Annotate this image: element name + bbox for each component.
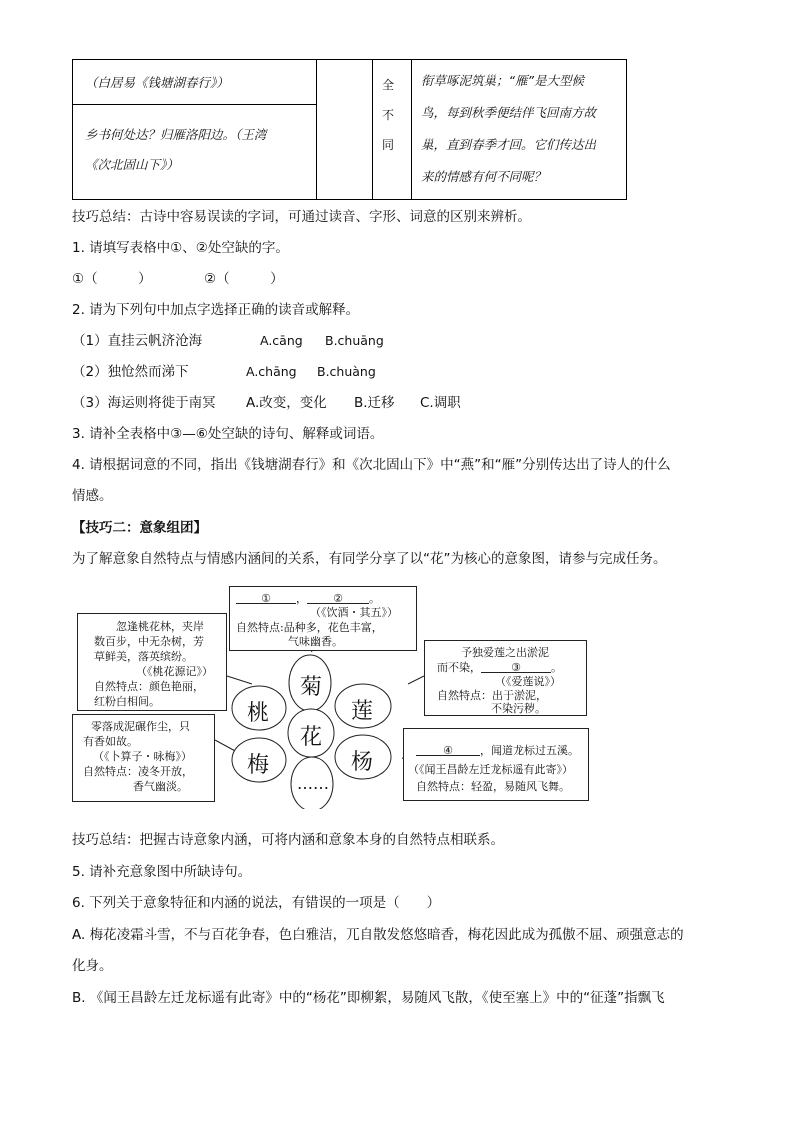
petal-label-dots: …… [297, 774, 329, 793]
option-a[interactable]: A.chāng [246, 364, 297, 379]
box-mei-line: 自然特点：凌冬开放， [83, 765, 193, 778]
blank-2[interactable]: ② [307, 591, 369, 604]
tip-summary-1: 技巧总结：古诗中容易误读的字词，可通过读音、字形、词意的区别来辨析。 [72, 209, 531, 225]
intro-text: 为了解意象自然特点与情感内涵间的关系，有同学分享了以“花”为核心的意象图，请参与完成任务。 [72, 551, 667, 567]
option-b[interactable]: B.chuāng [325, 333, 384, 348]
blank-3[interactable]: ③ [481, 660, 551, 673]
option-c[interactable]: C.调职 [420, 395, 461, 411]
poem2-line1: 乡书何处达？归雁洛阳边。（王湾 [85, 127, 267, 142]
option-b[interactable]: B.chuàng [317, 364, 376, 379]
poem1-source: （白居易《钱塘湖春行》） [85, 75, 229, 90]
vertical-char: 同 [381, 138, 394, 152]
connector [408, 676, 424, 684]
section-title: 【技巧二：意象组团】 [72, 520, 207, 536]
box-lian-line2: 而不染， ③ 。 [437, 661, 562, 674]
option-a[interactable]: A.改变，变化 [246, 395, 327, 411]
box-tao-line: 红粉白相间。 [94, 695, 160, 708]
box-tao-line: 忽逢桃花林，夹岸 [116, 620, 204, 633]
question-2: 2. 请为下列句中加点字选择正确的读音或解释。 [72, 302, 360, 318]
note-line: 来的情感有何不同呢？ [421, 169, 547, 184]
question-4-line2: 情感。 [72, 488, 113, 504]
blank-4[interactable]: ④ [416, 743, 480, 756]
box-ju-feature2: 气味幽香。 [288, 635, 343, 648]
connector [215, 740, 237, 752]
box-lian-line2-prefix: 而不染， [437, 661, 481, 674]
box-yang-line1-suffix: ，闻道龙标过五溪。 [480, 744, 579, 757]
vertical-char: 全 [381, 78, 394, 92]
box-mei-source: （《卜算子・咏梅》） [93, 750, 192, 763]
question-6: 6. 下列关于意象特征和内涵的说法，有错误的一项是（ ） [72, 895, 441, 911]
question-4-line1: 4. 请根据词意的不同，指出《钱塘湖春行》和《次北固山下》中“燕”和“雁”分别传达出了诗人的什么 [72, 457, 671, 473]
table-divider [411, 60, 412, 199]
q2-item-label: （1）直挂云帆济沧海 [72, 333, 203, 349]
box-ju [229, 586, 417, 651]
tip-summary-2: 技巧总结：把握古诗意象内涵，可将内涵和意象本身的自然特点相联系。 [72, 832, 504, 848]
table-row-divider [73, 104, 316, 105]
box-mei [72, 714, 215, 802]
q2-item-label: （3）海运则将徙于南冥 [72, 395, 216, 411]
box-tao-line: 数百步，中无杂树，芳 [94, 635, 204, 648]
table-divider [372, 60, 373, 199]
petal-label-tao: 桃 [247, 701, 270, 726]
box-mei-line: 零落成泥碾作尘，只 [91, 720, 190, 733]
box-lian [424, 640, 587, 716]
petal-label-mei: 梅 [247, 753, 270, 778]
box-tao-line: 草鲜美，落英缤纷。 [94, 650, 193, 663]
blank-1[interactable]: ① [236, 591, 296, 604]
box-yang-source: （《闻王昌龄左迁龙标遥有此寄》） [408, 763, 573, 776]
box-lian-line1: 予独爱莲之出淤泥 [461, 646, 549, 659]
note-line: 鸟，每到秋季便结伴飞回南方故 [421, 105, 597, 120]
poem2-line2: 《次北固山下》） [85, 157, 179, 172]
box-tao-source: （《桃花源记》） [136, 665, 213, 678]
q6-option-a-line2: 化身。 [72, 958, 113, 974]
note-line: 衔草啄泥筑巢；“雁”是大型候 [421, 73, 584, 88]
q6-option-b-line1[interactable]: B. 《闻王昌龄左迁龙标遥有此寄》中的“杨花”即柳絮，易随风飞散，《使至塞上》中的“征蓬”指飘飞 [72, 990, 665, 1006]
question-3: 3. 请补全表格中③—⑥处空缺的诗句、解释或词语。 [72, 426, 384, 442]
flower-center-label: 花 [300, 725, 323, 750]
connector [227, 676, 252, 684]
option-b[interactable]: B.迁移 [354, 395, 395, 411]
box-yang-feature: 自然特点：轻盈，易随风飞舞。 [416, 780, 570, 793]
option-a[interactable]: A.cāng [260, 333, 303, 348]
note-line: 巢，直到春季才回。它们传达出 [421, 137, 597, 152]
box-lian-feature1: 自然特点：出于淤泥， [437, 689, 547, 702]
box-ju-feature1: 自然特点:品种多，花色丰富， [236, 621, 383, 634]
blank-2[interactable]: ②（ ） [204, 271, 284, 287]
imagery-diagram [72, 584, 592, 809]
box-mei-line: 香气幽淡。 [133, 780, 188, 793]
petal-label-ju: 菊 [300, 675, 323, 700]
box-lian-feature2: 不染污秽。 [491, 702, 546, 715]
box-ju-line1: ① ， ② 。 [236, 591, 380, 606]
box-ju-source: （《饮酒・其五》） [310, 606, 398, 619]
petal-label-yang: 杨 [351, 750, 374, 775]
box-yang [403, 728, 589, 801]
box-lian-source: （《爱莲说》） [495, 675, 561, 688]
q2-item-label: （2）独怆然而涕下 [72, 364, 189, 380]
vertical-char: 不 [381, 108, 394, 122]
petal-label-lian: 莲 [351, 699, 374, 724]
box-yang-line1 [416, 743, 579, 758]
box-mei-line: 有香如故。 [83, 735, 138, 748]
blank-1[interactable]: ①（ ） [72, 271, 152, 287]
poem-table [72, 59, 627, 200]
question-5: 5. 请补充意象图中所缺诗句。 [72, 864, 252, 880]
table-divider [316, 60, 317, 199]
box-tao [77, 613, 227, 711]
question-1: 1. 请填写表格中①、②处空缺的字。 [72, 240, 289, 256]
q6-option-a-line1[interactable]: A. 梅花凌霜斗雪，不与百花争春，色白雅洁，兀自散发悠悠暗香，梅花因此成为孤傲不屈、顽强意志的 [72, 927, 684, 943]
box-tao-line: 自然特点：颜色艳丽， [94, 680, 204, 693]
